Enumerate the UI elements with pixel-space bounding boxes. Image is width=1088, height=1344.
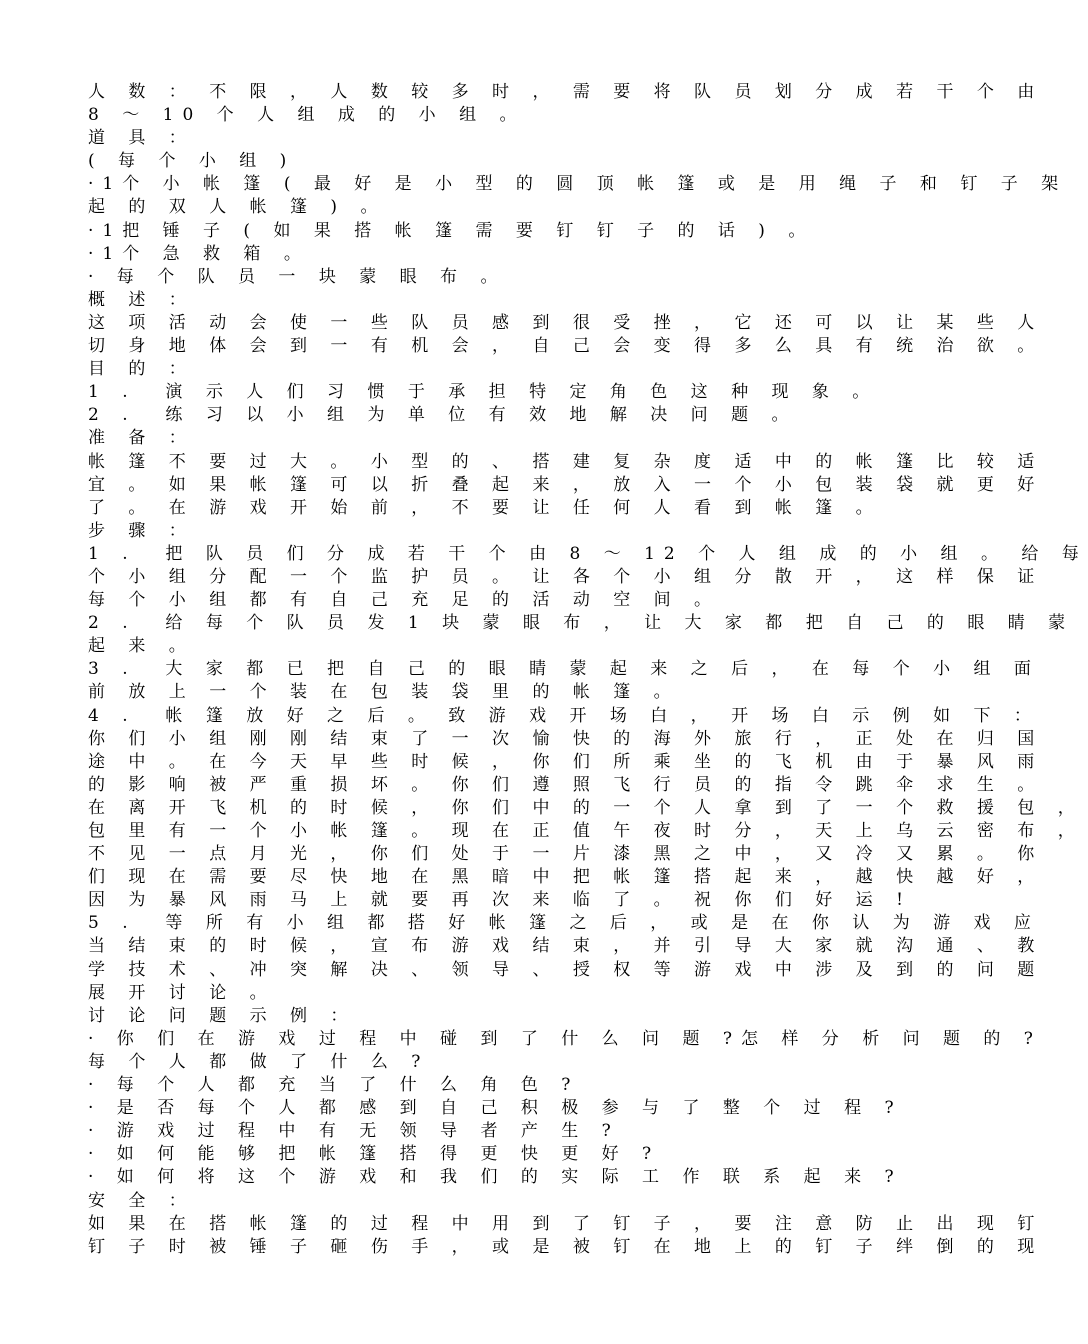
text-line: 宜 。 如 果 帐 篷 可 以 折 叠 起 来 ， 放 入 一 个 小 包 装 袋 就 更 好: [88, 474, 1044, 495]
text-line: · 每 个 队 员 一 块 蒙 眼 布 。: [88, 266, 507, 287]
text-line: 在 离 开 飞 机 的 时 候 ， 你 们 中 的 一 个 人 拿 到 了 一 个 救 援 包 ，: [88, 797, 1084, 818]
text-line: 安 全 ：: [88, 1190, 195, 1211]
text-line: 8 ～ 10 个 人 组 成 的 小 组 。: [88, 105, 526, 126]
text-line: 的 影 响 被 严 重 损 坏 。 你 们 遵 照 飞 行 员 的 指 令 跳 伞 求 生 。: [88, 774, 1044, 795]
text-line: 每 个 小 组 都 有 自 己 充 足 的 活 动 空 间 。: [88, 590, 721, 611]
text-line: ·1个 小 帐 篷 ( 最 好 是 小 型 的 圆 顶 帐 篷 或 是 用 绳 子 和 钉 子 架: [88, 174, 1068, 195]
text-line: 2 . 练 习 以 小 组 为 单 位 有 效 地 解 决 问 题 。: [88, 405, 798, 426]
text-line: ( 每 个 小 组 ): [88, 151, 296, 172]
text-line: 当 结 束 的 时 候 ， 宣 布 游 戏 结 束 ， 并 引 导 大 家 就 沟 通 、 教: [88, 936, 1044, 957]
text-line: 起 来 。: [88, 636, 195, 657]
text-line: 1 . 演 示 人 们 习 惯 于 承 担 特 定 角 色 这 种 现 象 。: [88, 382, 879, 403]
text-line: 讨 论 问 题 示 例 ：: [88, 1005, 357, 1026]
text-line: 们 现 在 需 要 尽 快 地 在 黑 暗 中 把 帐 篷 搭 起 来 ， 越 快 越 好 ，: [88, 867, 1044, 888]
text-line: · 是 否 每 个 人 都 感 到 自 己 积 极 参 与 了 整 个 过 程 ?: [88, 1098, 903, 1119]
text-line: ·1个 急 救 箱 。: [88, 243, 310, 264]
text-line: 钉 子 时 被 锤 子 砸 伤 手 ， 或 是 被 钉 在 地 上 的 钉 子 绊 倒 的 现: [88, 1236, 1044, 1257]
text-line: 个 小 组 分 配 一 个 监 护 员 。 让 各 个 小 组 分 散 开 ， 这 样 保 证: [88, 566, 1044, 587]
text-line: 切 身 地 体 会 到 一 有 机 会 ， 自 己 会 变 得 多 么 具 有 统 治 欲 。: [88, 336, 1044, 357]
text-line: ·1把 锤 子 ( 如 果 搭 帐 篷 需 要 钉 钉 子 的 话 ) 。: [88, 220, 815, 241]
text-line: 如 果 在 搭 帐 篷 的 过 程 中 用 到 了 钉 子 ， 要 注 意 防 止 出 现 钉: [88, 1213, 1044, 1234]
text-line: · 每 个 人 都 充 当 了 什 么 角 色 ?: [88, 1075, 580, 1096]
text-line: 学 技 术 、 冲 突 解 决 、 领 导 、 授 权 等 游 戏 中 涉 及 到 的 问 题: [88, 959, 1044, 980]
text-line: 道 具 ：: [88, 128, 195, 149]
text-line: 展 开 讨 论 。: [88, 982, 276, 1003]
text-line: 不 见 一 点 月 光 ， 你 们 处 于 一 片 漆 黑 之 中 ， 又 冷 又 累 。 你: [88, 844, 1044, 865]
text-line: · 如 何 能 够 把 帐 篷 搭 得 更 快 更 好 ?: [88, 1144, 661, 1165]
document-body: [88, 81, 1088, 1259]
text-line: · 游 戏 过 程 中 有 无 领 导 者 产 生 ?: [88, 1121, 620, 1142]
text-line: 4 . 帐 篷 放 好 之 后 。 致 游 戏 开 场 白 ， 开 场 白 示 例 如 下 ：: [88, 705, 1040, 726]
text-line: 每 个 人 都 做 了 什 么 ?: [88, 1051, 430, 1072]
text-line: 包 里 有 一 个 小 帐 篷 。 现 在 正 值 午 夜 时 分 ， 天 上 乌 云 密 布 ，: [88, 821, 1084, 841]
text-line: 人 数 ： 不 限 ， 人 数 较 多 时 ， 需 要 将 队 员 划 分 成 若 干 个 由: [88, 82, 1044, 102]
text-line: 准 备 ：: [88, 428, 195, 449]
text-line: 因 为 暴 风 雨 马 上 就 要 再 次 来 临 了 。 祝 你 们 好 运 !: [88, 890, 912, 911]
text-line: 概 述 ：: [88, 289, 195, 310]
text-line: 1 . 把 队 员 们 分 成 若 干 个 由 8 ～ 12 个 人 组 成 的 小 组 。 给 每: [88, 543, 1088, 564]
text-line: 起 的 双 人 帐 篷 ) 。: [88, 197, 387, 218]
text-line: 5 . 等 所 有 小 组 都 搭 好 帐 篷 之 后 ， 或 是 在 你 认 为 游 戏 应: [88, 913, 1040, 934]
text-line: 帐 篷 不 要 过 大 。 小 型 的 、 搭 建 复 杂 度 适 中 的 帐 篷 比 较 适: [88, 451, 1044, 472]
text-line: · 你 们 在 游 戏 过 程 中 碰 到 了 什 么 问 题 ?怎 样 分 析 问 题 的 ?: [88, 1028, 1042, 1049]
text-line: 了 。 在 游 戏 开 始 前 ， 不 要 让 任 何 人 看 到 帐 篷 。: [88, 497, 882, 518]
text-line: 前 放 上 一 个 装 在 包 装 袋 里 的 帐 篷 。: [88, 682, 680, 703]
text-line: 3 . 大 家 都 已 把 自 己 的 眼 睛 蒙 起 来 之 后 ， 在 每 个 小 组 面: [88, 659, 1040, 680]
text-line: · 如 何 将 这 个 游 戏 和 我 们 的 实 际 工 作 联 系 起 来 ?: [88, 1167, 903, 1188]
text-line: 2 . 给 每 个 队 员 发 1 块 蒙 眼 布 ， 让 大 家 都 把 自 己 的 眼 睛 蒙: [88, 613, 1075, 634]
text-line: 目 的 ：: [88, 359, 195, 380]
text-line: 步 骤 ：: [88, 520, 195, 541]
text-line: 途 中 。 在 今 天 早 些 时 候 ， 你 们 所 乘 坐 的 飞 机 由 于 暴 风 雨: [88, 751, 1044, 772]
text-line: 这 项 活 动 会 使 一 些 队 员 感 到 很 受 挫 ， 它 还 可 以 让 某 些 人: [88, 312, 1044, 333]
text-line: 你 们 小 组 刚 刚 结 束 了 一 次 愉 快 的 海 外 旅 行 ， 正 处 在 归 国: [88, 728, 1044, 749]
